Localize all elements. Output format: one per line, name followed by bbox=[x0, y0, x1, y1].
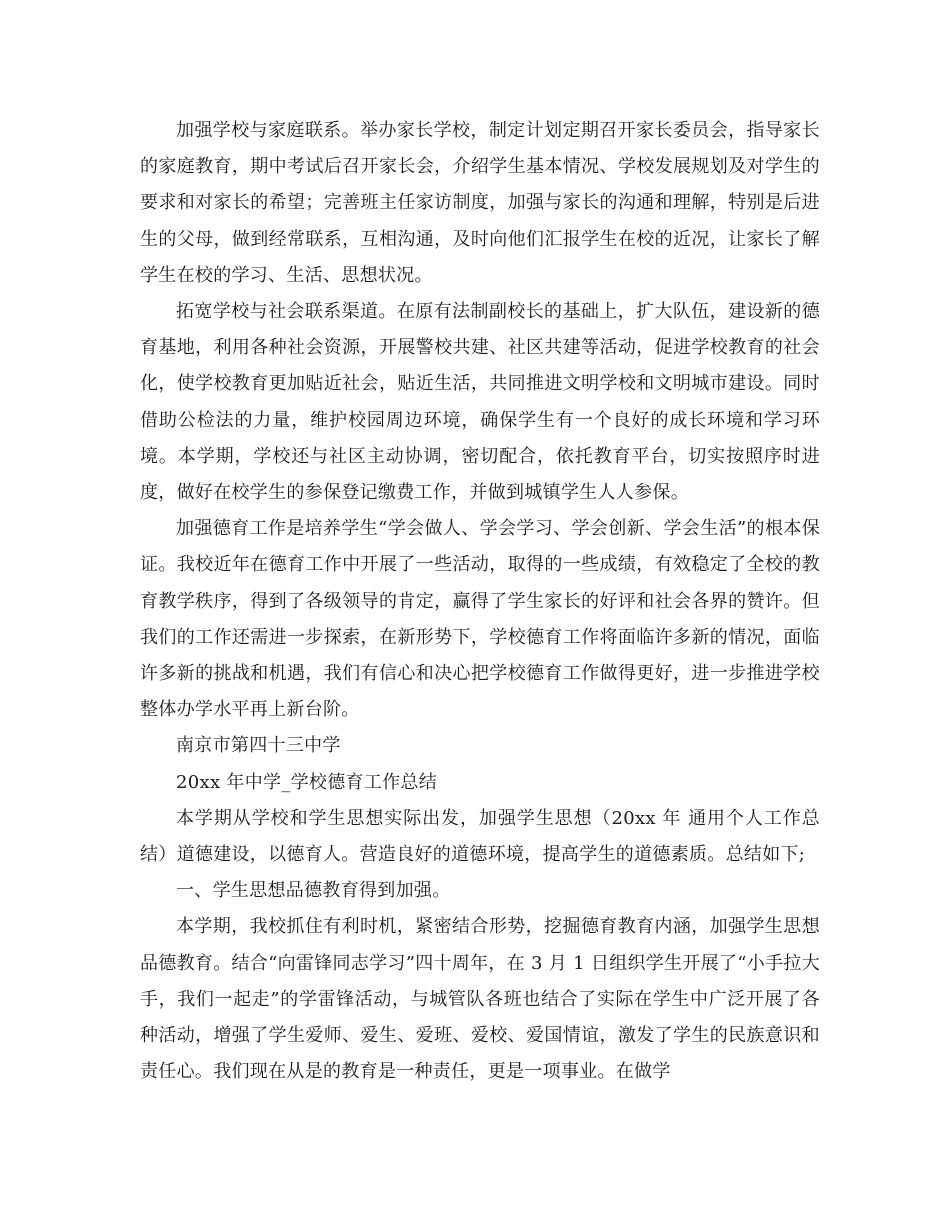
section-title: 20xx 年中学_学校德育工作总结 bbox=[176, 771, 438, 793]
paragraph-lei-feng: 本学期，我校抓住有利时机，紧密结合形势，挖掘德育教育内涵，加强学生思想品德教育。结合“向雷锋同志学习”四十周年，在 3 月 1 日组织学生开展了“小手拉大手，我们一起走”的学雷锋活动，与城管队各班也结合了实际在学生中广泛开展了各种活动，增强了学生爱师、爱生、爱班、爱校、爱国情谊，激发了学生的民族意识和责任心。我们现在从是的教育是一种责任，更是一项事业。在做学 bbox=[140, 916, 820, 1083]
paragraph-intro: 本学期从学校和学生思想实际出发，加强学生思想（20xx 年 通用个人工作总结）道德建设，以德育人。营造良好的道德环境，提高学生的道德素质。总结如下; bbox=[140, 807, 820, 866]
document-body bbox=[140, 113, 820, 1090]
paragraph-family-contact: 加强学校与家庭联系。举办家长学校，制定计划定期召开家长委员会，指导家长的家庭教育，期中考试后召开家长会，介绍学生基本情况、学校发展规划及对学生的要求和对家长的希望；完善班主任家访制度，加强与家长的沟通和理解，特别是后进生的父母，做到经常联系，互相沟通，及时向他们汇报学生在校的近况，让家长了解学生在校的学习、生活、思想状况。 bbox=[140, 120, 820, 286]
paragraph-society-contact: 拓宽学校与社会联系渠道。在原有法制副校长的基础上，扩大队伍，建设新的德育基地，利用各种社会资源，开展警校共建、社区共建等活动，促进学校教育的社会化，使学校教育更加贴近社会，贴近生活，共同推进文明学校和文明城市建设。同时借助公检法的力量，维护校园周边环境，确保学生有一个良好的成长环境和学习环境。本学期，学校还与社区主动协调，密切配合，依托教育平台，切实按照序时进度，做好在校学生的参保登记缴费工作，并做到城镇学生人人参保。 bbox=[140, 301, 820, 504]
paragraph-moral-education: 加强德育工作是培养学生“学会做人、学会学习、学会创新、学会生活”的根本保证。我校近年在德育工作中开展了一些活动，取得的一些成绩，有效稳定了全校的教育教学秩序，得到了各级领导的肯定，赢得了学生家长的好评和社会各界的赞许。但我们的工作还需进一步探索，在新形势下，学校德育工作将面临许多新的情况，面临许多新的挑战和机遇，我们有信心和决心把学校德育工作做得更好，进一步推进学校整体办学水平再上新台阶。 bbox=[140, 518, 820, 721]
heading-point-one: 一、学生思想品德教育得到加强。 bbox=[176, 880, 451, 902]
school-name: 南京市第四十三中学 bbox=[176, 735, 341, 757]
